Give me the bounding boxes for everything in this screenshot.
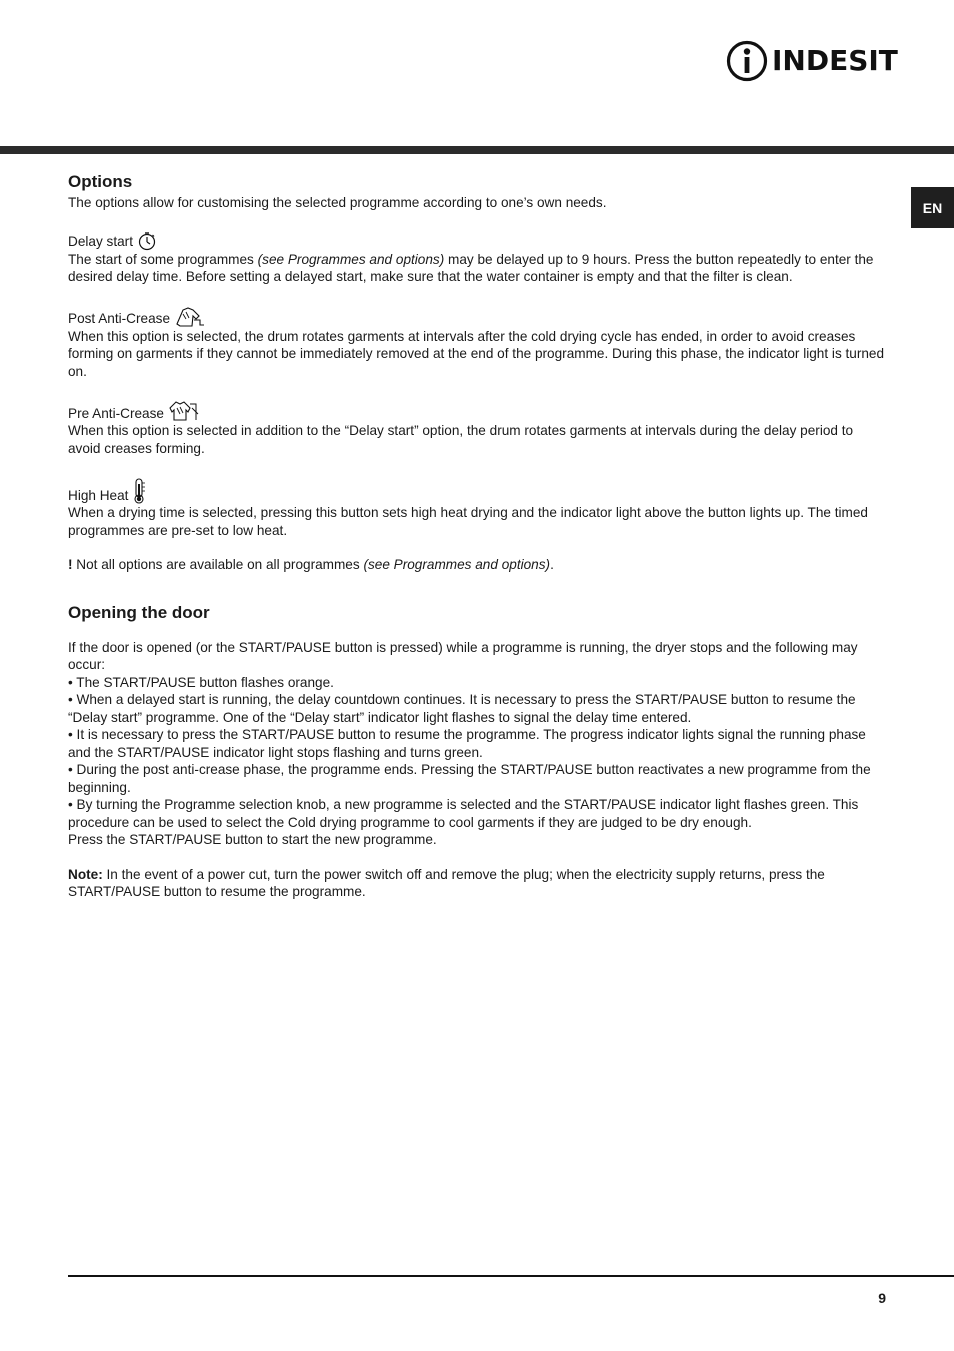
post-anti-crease-text: When this option is selected, the drum rotates garments at intervals after the cold drying cycle has ended, in order to avoid creases forming on garments if they cannot be immediately removed at the end of the programme. During this phase, the indicator light is turned on. (68, 328, 885, 379)
main-content (68, 170, 888, 901)
page-number: 9 (878, 1290, 886, 1306)
door-bullet: • During the post anti-crease phase, the programme ends. Pressing the START/PAUSE button reactivates a new programme from the beginning. (68, 762, 871, 795)
brand-logo (726, 40, 898, 82)
door-intro: If the door is opened (or the START/PAUSE button is pressed) while a programme is running, the dryer stops and the following may occur: (68, 639, 858, 672)
options-intro: The options allow for customising the selected programme according to one’s own needs. (68, 195, 607, 210)
pre-anti-crease-title: Pre Anti-Crease (68, 405, 164, 421)
door-bullet: • When a delayed start is running, the delay countdown continues. It is necessary to press the START/PAUSE button to resume the “Delay start” programme. One of the “Delay start” indicator light flashes to signal the delay time entered. (68, 692, 856, 725)
post-anti-crease-heading (68, 306, 888, 328)
options-warning: ! Not all options are available on all programmes (see Programmes and options). (68, 557, 554, 572)
delay-start-title: Delay start (68, 234, 133, 249)
header-bar (0, 146, 954, 154)
high-heat-text: When a drying time is selected, pressing this button sets high heat drying and the indicator light above the button lights up. The timed programmes are pre-set to low heat. (68, 505, 868, 538)
high-heat-heading (68, 482, 888, 504)
door-bullet: • It is necessary to press the START/PAUSE button to resume the programme. The progress indicator lights signal the running phase and the START/PAUSE indicator light stops flashing and turns green. (68, 727, 866, 760)
pre-anti-crease-heading (68, 400, 888, 422)
post-anti-crease-title: Post Anti-Crease (68, 311, 170, 326)
door-restart: Press the START/PAUSE button to start the new programme. (68, 832, 437, 847)
delay-start-text: The start of some programmes (see Programmes and options) may be delayed up to 9 hours. Press the button repeatedly to enter the desired delay time. Before setting a delayed start, make sure that the water container is empty and that the filter is clean. (68, 251, 874, 284)
shirt-anti-crease-icon (174, 306, 206, 328)
brand-name: INDESIT (772, 44, 898, 77)
timer-icon (137, 231, 157, 251)
shirt-pre-crease-icon (168, 400, 200, 422)
note-label: Note: (68, 866, 103, 882)
warning-mark: ! (68, 557, 73, 572)
options-section (68, 170, 888, 574)
door-bullet: • The START/PAUSE button flashes orange. (68, 674, 334, 690)
language-tab: EN (911, 187, 954, 228)
high-heat-title: High Heat (68, 487, 129, 503)
door-title: Opening the door (68, 602, 210, 622)
door-section (68, 601, 888, 901)
door-note: Note: In the event of a power cut, turn the power switch off and remove the plug; when the electricity supply returns, press the START/PAUSE button to resume the programme. (68, 866, 825, 899)
pre-anti-crease-text: When this option is selected in addition to the “Delay start” option, the drum rotates garments at intervals during the delay period to avoid creases forming. (68, 423, 854, 456)
thermometer-icon (132, 478, 146, 504)
door-bullet: • By turning the Programme selection knob, a new programme is selected and the START/PAUSE indicator light flashes green. This procedure can be used to select the Cold drying programme to cool garments if they are judged to be dry enough. (68, 797, 859, 830)
indesit-logo-icon (726, 40, 768, 82)
options-title: Options (68, 172, 133, 191)
delay-start-heading (68, 229, 888, 251)
footer-rule (68, 1275, 954, 1277)
